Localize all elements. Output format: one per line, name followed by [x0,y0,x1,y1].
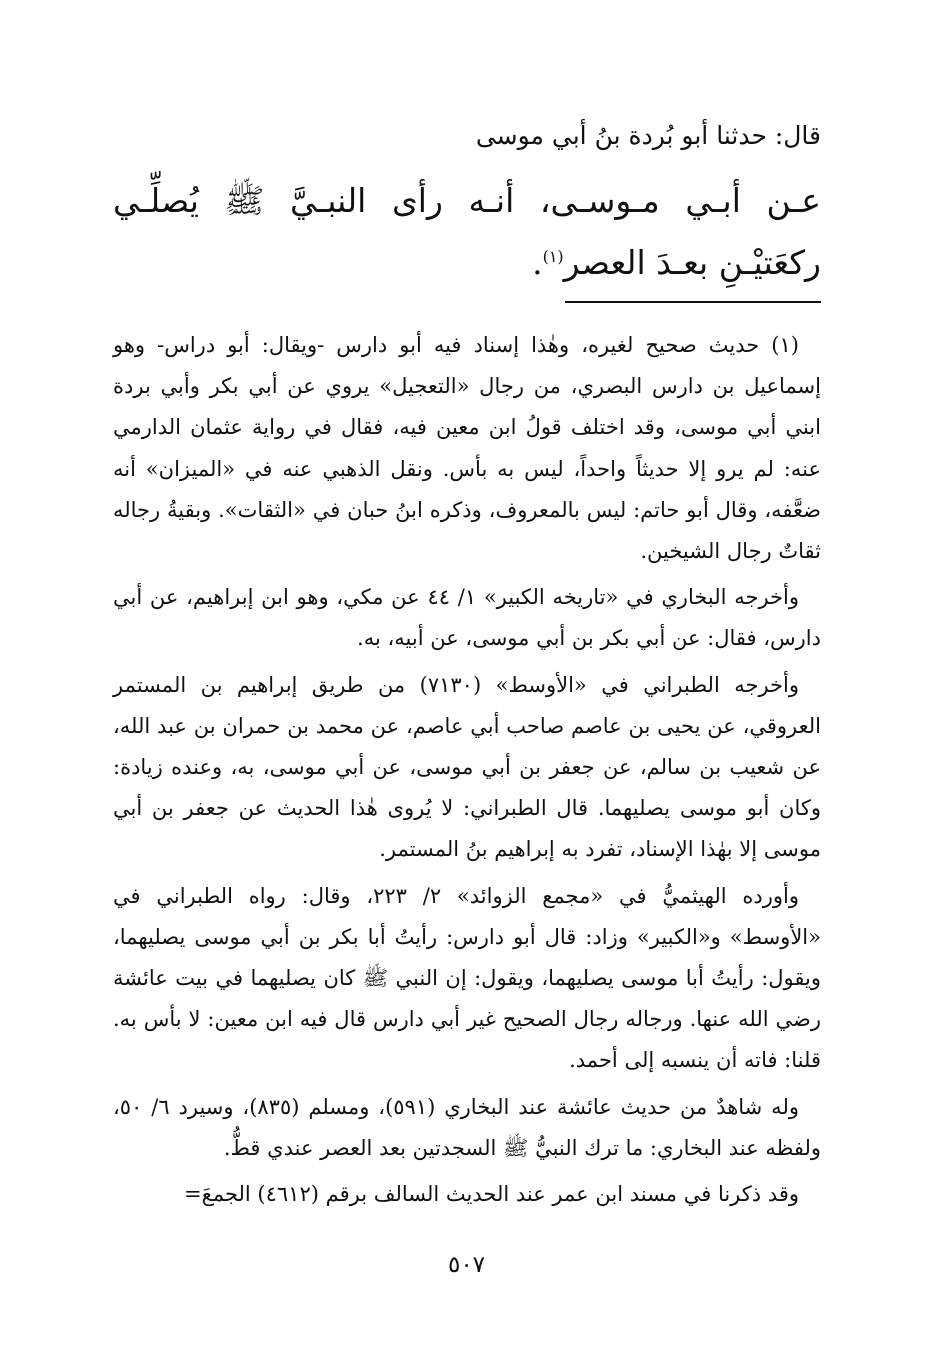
hadith-text [113,170,821,294]
hadith-end-punctuation: . [532,243,543,282]
footnote-paragraph: وأخرجه الطبراني في «الأوسط» (٧١٣٠) من طريق إبراهيم بن المستمر العروقي، عن يحيى بن عاصم صاحب أبي عاصم، عن محمد بن حمران بن عبد الله، عن شعيب بن سالم، عن جعفر بن أبي موسى، عن أبي موسى، به، وعنده زيادة: وكان أبو موسى يصليهما. قال الطبراني: لا يُروى هٰذا الحديث عن جعفر بن أبي موسى إلا بهٰذا الإسناد، تفرد به إبراهيم بنُ المستمر. [113,672,821,862]
footnote-paragraph: وقد ذكرنا في مسند ابن عمر عند الحديث السالف برقم (٤٦١٢) الجمعَ= [184,1182,799,1207]
footnote-reference[interactable]: (١) [542,247,564,266]
footnote-paragraph: (١) حديث صحيح لغيره، وهٰذا إسناد فيه أبو دارس -ويقال: أبو دراس- وهو إسماعيل بن دارس البصري، من رجال «التعجيل» يروي عن أبي بكر وأبي بردة ابني أبي موسى، وقد اختلف قولُ ابن معين فيه، فقال في رواية عثمان الدارمي عنه: لم يرو إلا حديثاً واحداً، ليس به بأس. ونقل الذهبي عنه في «الميزان» أنه ضعَّفه، وقال أبو حاتم: ليس بالمعروف، وذكره ابنُ حبان في «الثقات». وبقيةُ رجاله ثقاتٌ رجال الشيخين. [113,333,821,564]
footnotes-section [113,325,821,1220]
isnad-line: قال: حدثنا أبو بُردة بنُ أبي موسى [475,121,821,150]
footnote-paragraph: وأورده الهيثميُّ في «مجمع الزوائد» ٢/ ٢٢٣، وقال: رواه الطبراني في «الأوسط» و«الكبير» وزاد: قال أبو دارس: رأيتُ أبا بكر بن أبي موسى يصليهما، ويقول: رأيتُ أبا موسى يصليهما، ويقول: إن النبي ﷺ كان يصليهما في بيت عائشة رضي الله عنها. ورجاله رجال الصحيح غير أبي دارس قال فيه ابن معين: لا بأس به. قلنا: فاته أن ينسبه إلى أحمد. [113,883,821,1073]
footnote-paragraph: وله شاهدٌ من حديث عائشة عند البخاري (٥٩١)، ومسلم (٨٣٥)، وسيرد ٦/ ٥٠، ولفظه عند البخاري: ما ترك النبيُّ ﷺ السجدتين بعد العصر عندي قطُّ. [113,1094,821,1160]
page-number: ٥٠٧ [447,1252,486,1278]
footnote-paragraph: وأخرجه البخاري في «تاريخه الكبير» ١/ ٤٤ عن مكي، وهو ابن إبراهيم، عن أبي دارس، فقال: عن أبي بكر بن أبي موسى، عن أبيه، به. [113,585,821,651]
footnote-separator [565,301,821,303]
hadith-body: عـن أبـي مـوسـى، أنـه رأى النبـيَّ ﷺ يُصلِّـي ركعَتيْـنِ بعـدَ العصر [113,181,821,282]
